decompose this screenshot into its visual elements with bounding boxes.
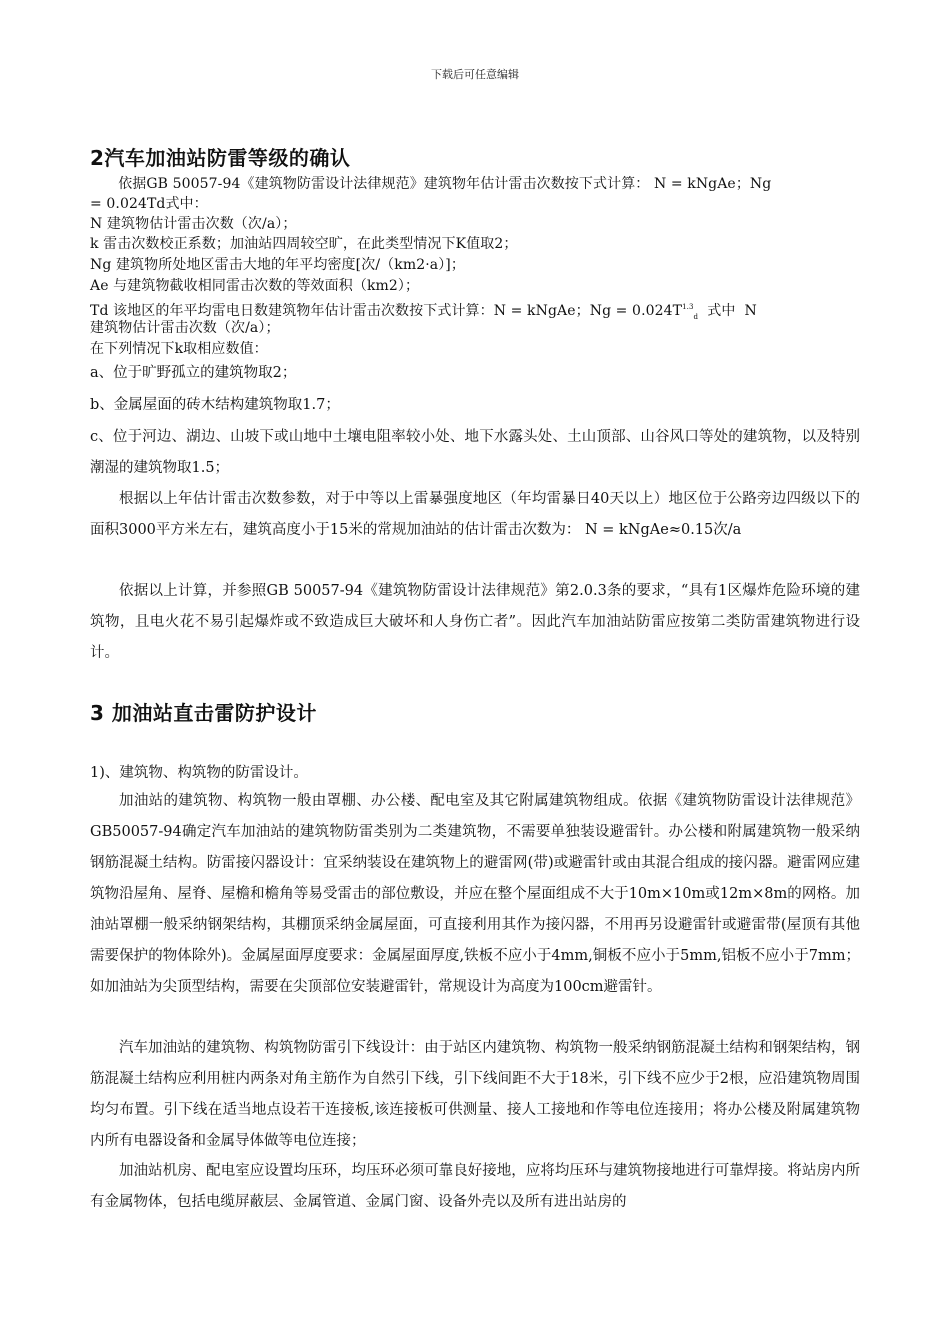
td-line-prefix: Td 该地区的年平均雷电日数建筑物年估计雷击次数按下式计算：N = kNgAe；Ng = 0.024T [90,303,683,319]
text-line: Ng 建筑物所处地区雷击大地的年平均密度[次/（km2·a）]； [90,257,465,273]
td-subscript: d [693,312,699,321]
text-line: = 0.024Td式中： [90,196,208,212]
td-line-suffix: 式中 N [698,303,757,319]
list-item-b: b、金属屋面的砖木结构建筑物取1.7； [90,397,340,413]
section-3-title: 3 加油站直击雷防护设计 [90,701,317,725]
paragraph: 根据以上年估计雷击次数参数，对于中等以上雷暴强度地区（年均雷暴日40天以上）地区位于公路旁边四级以下的面积3000平方米左右，建筑高度小于15米的常规加油站的估计雷击次数为： N = kNgAe≈0.15次/a [90,491,860,538]
paragraph: 加油站机房、配电室应设置均压环，均压环必须可靠良好接地，应将均压环与建筑物接地进行可靠焊接。将站房内所有金属物体，包括电缆屏蔽层、金属管道、金属门窗、设备外壳以及所有进出站房的 [90,1163,860,1210]
td-exponent: 1.3 [682,303,694,311]
paragraph: 加油站的建筑物、构筑物一般由罩棚、办公楼、配电室及其它附属建筑物组成。依据《建筑物防雷设计法律规范》GB50057-94确定汽车加油站的建筑物防雷类别为二类建筑物，不需要单独装设避雷针。办公楼和附属建筑物一般采纳钢筋混凝土结构。防雷接闪器设计：宜采纳装设在建筑物上的避雷网(带)或避雷针或由其混合组成的接闪器。避雷网应建筑物沿屋角、屋脊、屋檐和檐角等易受雷击的部位敷设，并应在整个屋面组成不大于10m×10m或12m×8m的网格。加油站罩棚一般采纳钢架结构，其棚顶采纳金属屋面，可直接利用其作为接闪器，不用再另设避雷针或避雷带(屋顶有其他需要保护的物体除外)。金属屋面厚度要求：金属屋面厚度,铁板不应小于4mm,铜板不应小于5mm,铝板不应小于7mm；如加油站为尖顶型结构，需要在尖顶部位安装避雷针，常规设计为高度为100cm避雷针。 [90,793,860,995]
text-line: 在下列情况下k取相应数值： [90,341,268,357]
text-line: k 雷击次数校正系数；加油站四周较空旷，在此类型情况下K值取2； [90,236,518,252]
text-line: 建筑物估计雷击次数（次/a）； [90,320,280,336]
paragraph: 依据以上计算，并参照GB 50057-94《建筑物防雷设计法律规范》第2.0.3条的要求，“具有1区爆炸危险环境的建筑物，且电火花不易引起爆炸或不致造成巨大破坏和人身伤亡者”。因此汽车加油站防雷应按第二类防雷建筑物进行设计。 [90,583,860,661]
text-line: Ae 与建筑物截收相同雷击次数的等效面积（km2）； [90,278,420,294]
list-item-a: a、位于旷野孤立的建筑物取2； [90,365,297,381]
paragraph: 汽车加油站的建筑物、构筑物防雷引下线设计：由于站区内建筑物、构筑物一般采纳钢筋混凝土结构和钢架结构，钢筋混凝土结构应利用桩内两条对角主筋作为自然引下线，引下线间距不大于18米，引下线不应少于2根，应沿建筑物周围均匀布置。引下线在适当地点设若干连接板,该连接板可供测量、接人工接地和作等电位连接用；将办公楼及附属建筑物内所有电器设备和金属导体做等电位连接； [90,1040,860,1149]
section-2-title: 2汽车加油站防雷等级的确认 [90,146,351,170]
subheading: 1)、建筑物、构筑物的防雷设计。 [90,765,308,781]
list-item-c: c、位于河边、湖边、山坡下或山地中土壤电阻率较小处、地下水露头处、土山顶部、山谷风口等处的建筑物，以及特别潮湿的建筑物取1.5； [90,429,860,476]
text-line: 依据GB 50057-94《建筑物防雷设计法律规范》建筑物年估计雷击次数按下式计算： N = kNgAe；Ng [90,176,772,192]
text-line: N 建筑物估计雷击次数（次/a）； [90,216,297,232]
page-header: 下载后可任意编辑 [431,68,519,81]
